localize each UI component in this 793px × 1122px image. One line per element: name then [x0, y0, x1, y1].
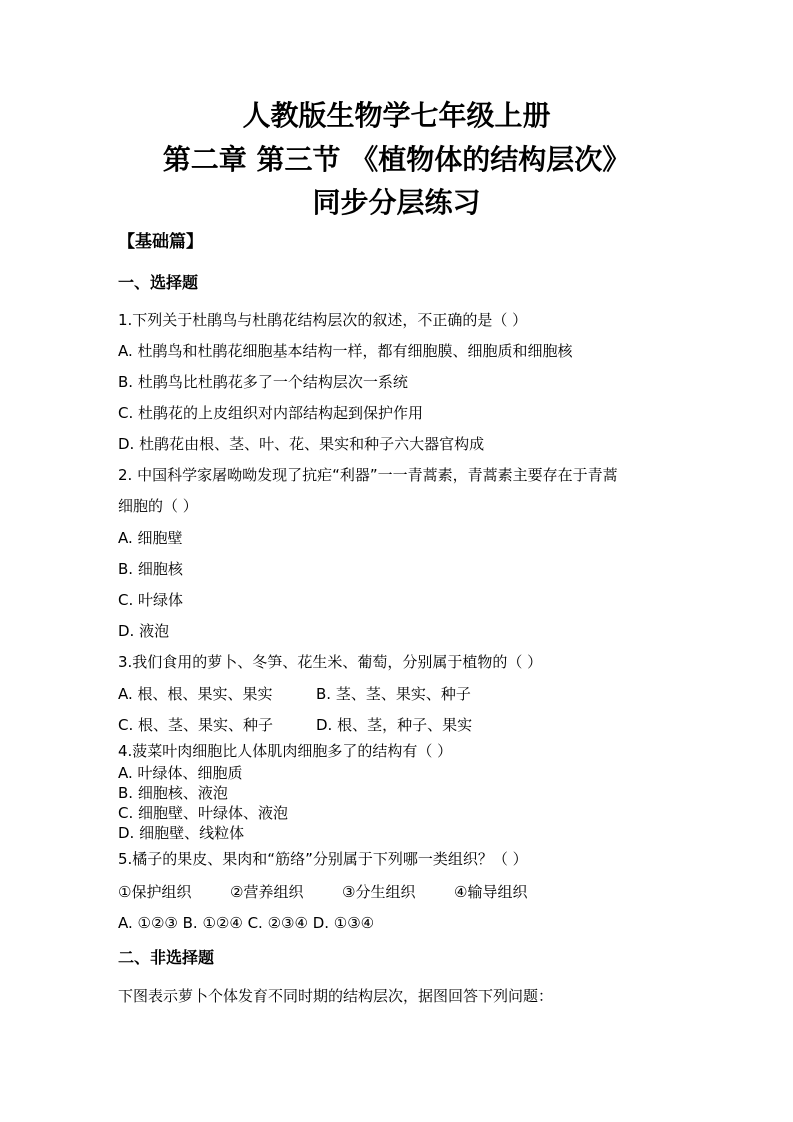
- q5-tissue-2: ②营养组织: [230, 883, 304, 901]
- q4-option-c: C. 细胞壁、叶绿体、液泡: [118, 804, 289, 822]
- q2-option-b: B. 细胞核: [118, 560, 183, 578]
- part2-intro: 下图表示萝卜个体发育不同时期的结构层次，据图回答下列问题：: [118, 987, 554, 1005]
- q3-option-b: B. 茎、茎、果实、种子: [316, 685, 471, 703]
- doc-title-line1: 人教版生物学七年级上册: [242, 99, 551, 132]
- q1-option-b: B. 杜鹃鸟比杜鹃花多了一个结构层次一系统: [118, 373, 408, 391]
- doc-title-line3: 同步分层练习: [312, 186, 481, 219]
- q3-option-c: C. 根、茎、果实、种子: [118, 716, 274, 734]
- q5-stem: 5.橘子的果皮、果肉和“筋络”分别属于下列哪一类组织？（ ）: [118, 850, 528, 868]
- q5-tissue-1: ①保护组织: [118, 883, 192, 901]
- q3-option-d: D. 根、茎，种子、果实: [316, 716, 473, 734]
- q1-option-c: C. 杜鹃花的上皮组织对内部结构起到保护作用: [118, 404, 424, 422]
- q5-options: A. ①②③ B. ①②④ C. ②③④ D. ①③④: [118, 914, 375, 932]
- q5-tissue-3: ③分生组织: [342, 883, 416, 901]
- section-basic-heading: 【基础篇】: [118, 232, 203, 252]
- q1-option-a: A. 杜鹃鸟和杜鹃花细胞基本结构一样，都有细胞膜、细胞质和细胞核: [118, 342, 573, 360]
- part1-heading: 一、选择题: [118, 273, 199, 292]
- q2-option-d: D. 液泡: [118, 622, 170, 640]
- part2-heading: 二、非选择题: [118, 948, 215, 967]
- q1-option-d: D. 杜鹃花由根、茎、叶、花、果实和种子六大器官构成: [118, 435, 485, 453]
- q3-option-a: A. 根、根、果实、果实: [118, 685, 273, 703]
- q4-option-b: B. 细胞核、液泡: [118, 784, 228, 802]
- q5-tissue-list: [118, 882, 527, 902]
- q2-stem-line1: 2. 中国科学家屠呦呦发现了抗疟“利器”一一青蒿素，青蒿素主要存在于青蒿: [118, 466, 618, 484]
- q4-option-a: A. 叶绿体、细胞质: [118, 764, 243, 782]
- q5-tissue-4: ④输导组织: [454, 883, 528, 901]
- q3-stem: 3.我们食用的萝卜、冬笋、花生米、葡萄，分别属于植物的（ ）: [118, 653, 543, 671]
- q1-stem: 1.下列关于杜鹃鸟与杜鹃花结构层次的叙述，不正确的是（ ）: [118, 311, 528, 329]
- q2-option-a: A. 细胞壁: [118, 529, 183, 547]
- q2-stem-line2: 细胞的（ ）: [118, 497, 198, 515]
- q4-option-d: D. 细胞壁、线粒体: [118, 824, 245, 842]
- q4-stem: 4.菠菜叶肉细胞比人体肌肉细胞多了的结构有（ ）: [118, 742, 453, 760]
- doc-title-line2: 第二章 第三节 《植物体的结构层次》: [162, 143, 631, 176]
- q2-option-c: C. 叶绿体: [118, 591, 184, 609]
